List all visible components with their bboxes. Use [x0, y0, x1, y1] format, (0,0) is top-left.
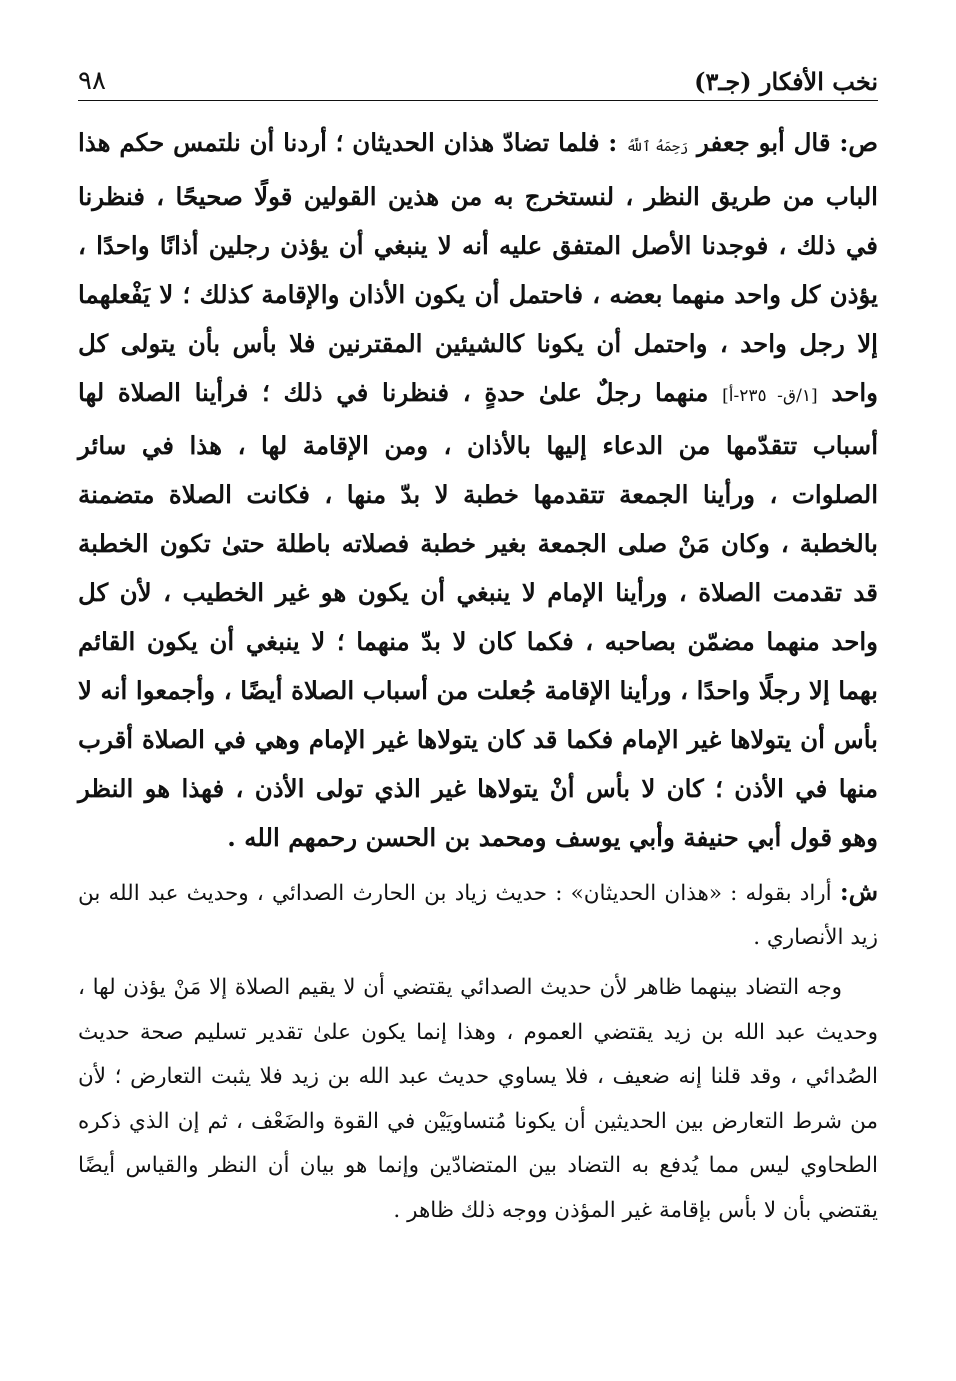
commentary-paragraph	[78, 870, 878, 960]
main-text-part2: منهما رجلٌ علىٰ حدةٍ ، فنظرنا في ذلك ؛ فرأينا الصلاة لها أسباب تتقدّمها من الدعاء إليها بالأذان ، ومن الإقامة لها ، هذا في سائر الصلوات ، ورأينا الجمعة تتقدمها خطبة لا بدّ منها ، فكانت الصلاة متضمنة بالخطبة ، وكان مَنْ صلى الجمعة بغير خطبة فصلاته باطلة حتىٰ تكون الخطبة قد تقدمت الصلاة ، ورأينا الإمام لا ينبغي أن يكون هو غير الخطيب ، لأن كل واحد منهما مضمّن بصاحبه ، فكما كان لا بدّ منهما ؛ لا ينبغي أن يكون القائم بهما إلا رجلًا واحدًا ، ورأينا الإقامة جُعلت من أسباب الصلاة أيضًا ، وأجمعوا أنه لا بأس أن يتولاها غير الإمام فكما قد كان يتولاها غير الإمام وهي في الصلاة أقرب منها في الأذن ؛ كان لا بأس أنْ يتولاها غير الذي تولى الأذن ، فهذا هو النظر وهو قول أبي حنيفة وأبي يوسف ومحمد بن الحسن رحمهم الله .	[78, 378, 878, 852]
main-text-part1: : فلما تضادّ هذان الحديثان ؛ أردنا أن نلتمس حكم هذا الباب من طريق النظر ، لنستخرج به من هذين القولين قولًا صحيحًا ، فنظرنا في ذلك ، فوجدنا الأصل المتفق عليه أنه لا ينبغي أن يؤذن رجلين أذانًا واحدًا ، يؤذن كل واحد منهما بعضه ، فاحتمل أن يكون الأذان والإقامة كذلك ؛ لا يَفْعلهما إلا رجل واحد ، واحتمل أن يكونا كالشيئين المقترنين فلا بأس بأن يتولى كل واحد	[78, 128, 878, 407]
main-text-intro: قال أبو جعفر	[696, 128, 831, 157]
main-text-paragraph	[78, 118, 878, 862]
page-header	[78, 58, 878, 101]
shin-marker: ش:	[839, 877, 878, 906]
page-content	[78, 118, 878, 1233]
page-number: ٩٨	[78, 66, 106, 96]
manuscript-reference: [١/ق- ٢٣٥-أ]	[722, 386, 818, 406]
explanation-paragraph: وجه التضاد بينهما ظاهر لأن حديث الصدائي يقتضي أن لا يقيم الصلاة إلا مَنْ يؤذن لها ، وحديث عبد الله بن زيد يقتضي العموم ، وهذا إنما يكون علىٰ تقدير تسليم صحة حديث الصُدائي ، وقد قلنا إنه ضعيف ، فلا يساوي حديث عبد الله بن زيد فلا يثبت التعارض ؛ لأن من شرط التعارض بين الحديثين أن يكونا مُتساويَيْن في القوة والضَعْف ، ثم إن الذي ذكره الطحاوي ليس مما يُدفع به التضاد بين المتضادّين وإنما هو بيان أن النظر والقياس أيضًا يقتضي بأن لا بأس بإقامة غير المؤذن ووجه ذلك ظاهر .	[78, 975, 878, 1223]
sad-marker: ص:	[839, 128, 878, 157]
honorific-symbol: رَحِمَهُ ٱللَّهُ	[626, 139, 689, 155]
commentary-text: أراد بقوله : «هذان الحديثان» : حديث زياد بن الحارث الصدائي ، وحديث عبد الله بن زيد الأنصاري .	[78, 881, 878, 950]
book-title: نخب الأفكار (جـ٣)	[694, 67, 878, 96]
